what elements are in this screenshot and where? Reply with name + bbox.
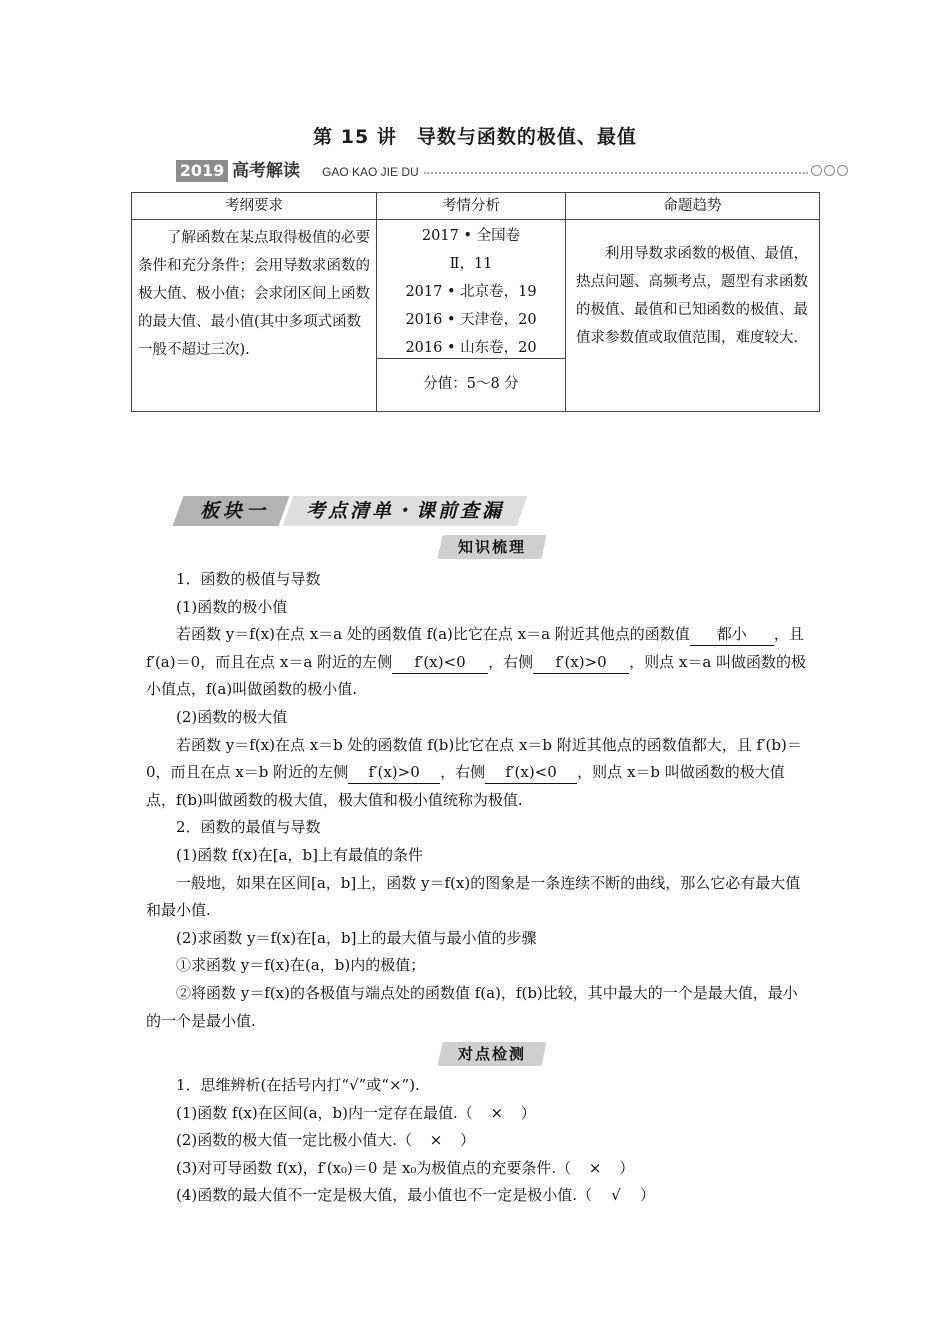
list-item: (1)函数 f(x)在区间(a，b)内一定存在最值.（ × ） [146, 1100, 808, 1128]
table-header: 命题趋势 [566, 193, 820, 220]
section-name: 考点清单・课前查漏 [306, 500, 505, 522]
blank-answer: f′(x)<0 [392, 651, 488, 674]
section-header [178, 496, 528, 526]
answer-mark: × [588, 1158, 602, 1177]
k2-sub2: (2)求函数 y＝f(x)在[a，b]上的最大值与最小值的步骤 [176, 928, 537, 947]
k1-sub1: (1)函数的极小值 [176, 597, 288, 616]
answer-mark: × [429, 1131, 443, 1150]
list-item: (4)函数的最大值不一定是极大值，最小值也不一定是极小值.（ √ ） [146, 1182, 808, 1210]
banner-pinyin: GAO KAO JIE DU [322, 165, 419, 179]
k2-step1: ①求函数 y＝f(x)在(a，b)内的极值； [176, 956, 426, 975]
blank-answer: f′(x)<0 [485, 761, 577, 784]
banner-dots-icon [811, 165, 848, 176]
page-title: 第 15 讲 导数与函数的极值、最值 [313, 126, 637, 148]
banner-year: 2019 [176, 160, 228, 182]
blank-answer: f′(x)>0 [348, 761, 440, 784]
analysis-line: 2017 • 北京卷，19 [405, 284, 537, 300]
k1-para1: 若函数 y＝f(x)在点 x＝a 处的函数值 f(a)比它在点 x＝a 附近其他点的函数值 都小 ，且 f′(a)＝0，而且在点 x＝a 附近的左侧 f′(x)<0 ，右侧 f′(x)>0 ，则点 x＝a 叫做函数的极小值点，f(a)叫做函数的极小值. [146, 625, 807, 699]
knowledge-section [146, 566, 808, 1035]
blank-answer: 都小 [690, 623, 774, 646]
banner-divider [424, 172, 808, 174]
list-item: (2)函数的极大值一定比极小值大.（ × ） [146, 1127, 808, 1155]
blank-answer: f′(x)>0 [533, 651, 629, 674]
trend-cell: 利用导数求函数的极值、最值，热点问题、高频考点，题型有求函数的极值、最值和已知函数的极值、最值求参数值或取值范围，难度较大. [576, 246, 808, 346]
answer-mark: × [490, 1103, 504, 1122]
k2-sub1: (1)函数 f(x)在[a，b]上有最值的条件 [176, 845, 423, 864]
check-heading: 1．思维辨析(在括号内打“√”或“×”). [176, 1076, 420, 1094]
k2-para1: 一般地，如果在区间[a，b]上，函数 y＝f(x)的图象是一条连续不断的曲线，那么它必有最大值和最小值. [146, 873, 801, 920]
requirement-cell: 了解函数在某点取得极值的必要条件和充分条件；会用导数求函数的极大值、极小值；会求闭区间上函数的最大值、最小值(其中多项式函数一般不超过三次). [138, 230, 370, 358]
score-cell: 分值：5～8 分 [377, 358, 565, 411]
banner-label: 高考解读 [232, 161, 300, 181]
table-header: 考纲要求 [132, 193, 377, 220]
knowledge-tag: 知识梳理 [437, 535, 546, 559]
answer-mark: √ [611, 1186, 621, 1205]
k1-sub2: (2)函数的极大值 [176, 707, 288, 726]
check-tag: 对点检测 [437, 1042, 546, 1066]
k2-heading: 2．函数的最值与导数 [176, 818, 321, 837]
analysis-line: 2016 • 山东卷，20 [405, 340, 537, 356]
list-item: (3)对可导函数 f(x)，f′(x₀)＝0 是 x₀为极值点的充要条件.（ × ） [146, 1155, 808, 1183]
analysis-line: 2016 • 天津卷，20 [405, 312, 537, 328]
section-part: 板块一 [200, 500, 270, 522]
table-header: 考情分析 [377, 193, 566, 220]
analysis-line: 2017 • 全国卷 [421, 228, 521, 244]
k1-para2: 若函数 y＝f(x)在点 x＝b 处的函数值 f(b)比它在点 x＝b 附近其他点的函数值都大，且 f′(b)＝0，而且在点 x＝b 附近的左侧 f′(x)>0 ，右侧 f′(x)<0 ，则点 x＝b 叫做函数的极大值点，f(b)叫做函数的极大值，极大值和极小值统称为极值. [146, 735, 802, 809]
check-section [146, 1072, 808, 1210]
k2-step2: ②将函数 y＝f(x)的各极值与端点处的函数值 f(a)，f(b)比较，其中最大的一个是最大值，最小的一个是最小值. [146, 983, 798, 1030]
exam-table [131, 192, 820, 412]
gaokao-banner [176, 160, 848, 182]
analysis-line: Ⅱ，11 [449, 256, 493, 272]
k1-heading: 1．函数的极值与导数 [176, 570, 321, 588]
